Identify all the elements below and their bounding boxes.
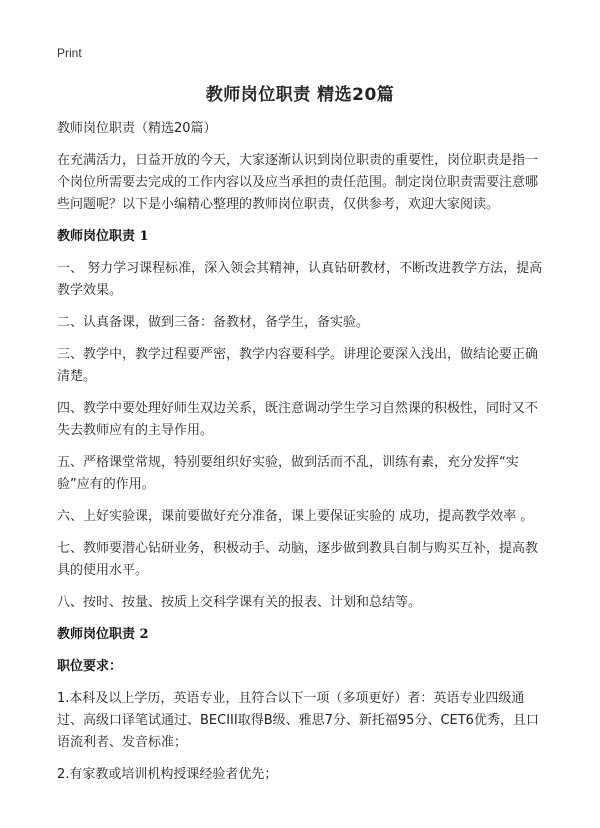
list-item: 1.本科及以上学历，英语专业，且符合以下一项（多项更好）者：英语专业四级通过、高级口译笔试通过、BECIII取得B级、雅思7分、新托福95分、CET6优秀，且口语流利者、发音标准； [57,691,539,750]
section-heading-1: 教师岗位职责 1 [57,229,149,244]
list-item: 一、 努力学习课程标准，深入领会其精神，认真钻研教材，不断改进教学方法，提高教学效果。 [57,261,543,298]
list-item: 三、教学中，教学过程要严密，教学内容要科学。讲理论要深入浅出，做结论要正确清楚。 [57,347,539,384]
document-title: 教师岗位职责 精选20篇 [205,85,395,105]
list-item: 七、教师要潜心钻研业务，积极动手、动脑，逐步做到教具自制与购买互补，提高教具的使用水平。 [57,541,539,578]
document-subtitle: 教师岗位职责（精选20篇） [57,121,217,136]
list-item: 五、严格课堂常规，特别要组织好实验，做到活而不乱，训练有素，充分发挥“实验”应有的作用。 [57,455,519,492]
list-item: 四、教学中要处理好师生双边关系，既注意调动学生学习自然课的积极性，同时又不失去教师应有的主导作用。 [57,401,539,438]
print-link[interactable]: Print [57,46,82,60]
list-item: 八、按时、按量、按质上交科学课有关的报表、计划和总结等。 [57,595,422,610]
document-body [57,118,547,796]
intro-paragraph: 在充满活力，日益开放的今天，大家逐渐认识到岗位职责的重要性，岗位职责是指一个岗位所需要去完成的工作内容以及应当承担的责任范围。制定岗位职责需要注意哪些问题呢？以下是小编精心整理的教师岗位职责，仅供参考，欢迎大家阅读。 [57,153,539,212]
list-item: 二、认真备课，做到三备：备教材，备学生，备实验。 [57,315,370,330]
section-heading-2: 教师岗位职责 2 [57,627,149,642]
list-item: 2.有家教或培训机构授课经验者优先； [57,767,278,782]
list-item: 六、上好实验课，课前要做好充分准备，课上要保证实验的 成功，提高教学效率 。 [57,509,534,524]
job-requirements-heading: 职位要求： [57,659,123,674]
